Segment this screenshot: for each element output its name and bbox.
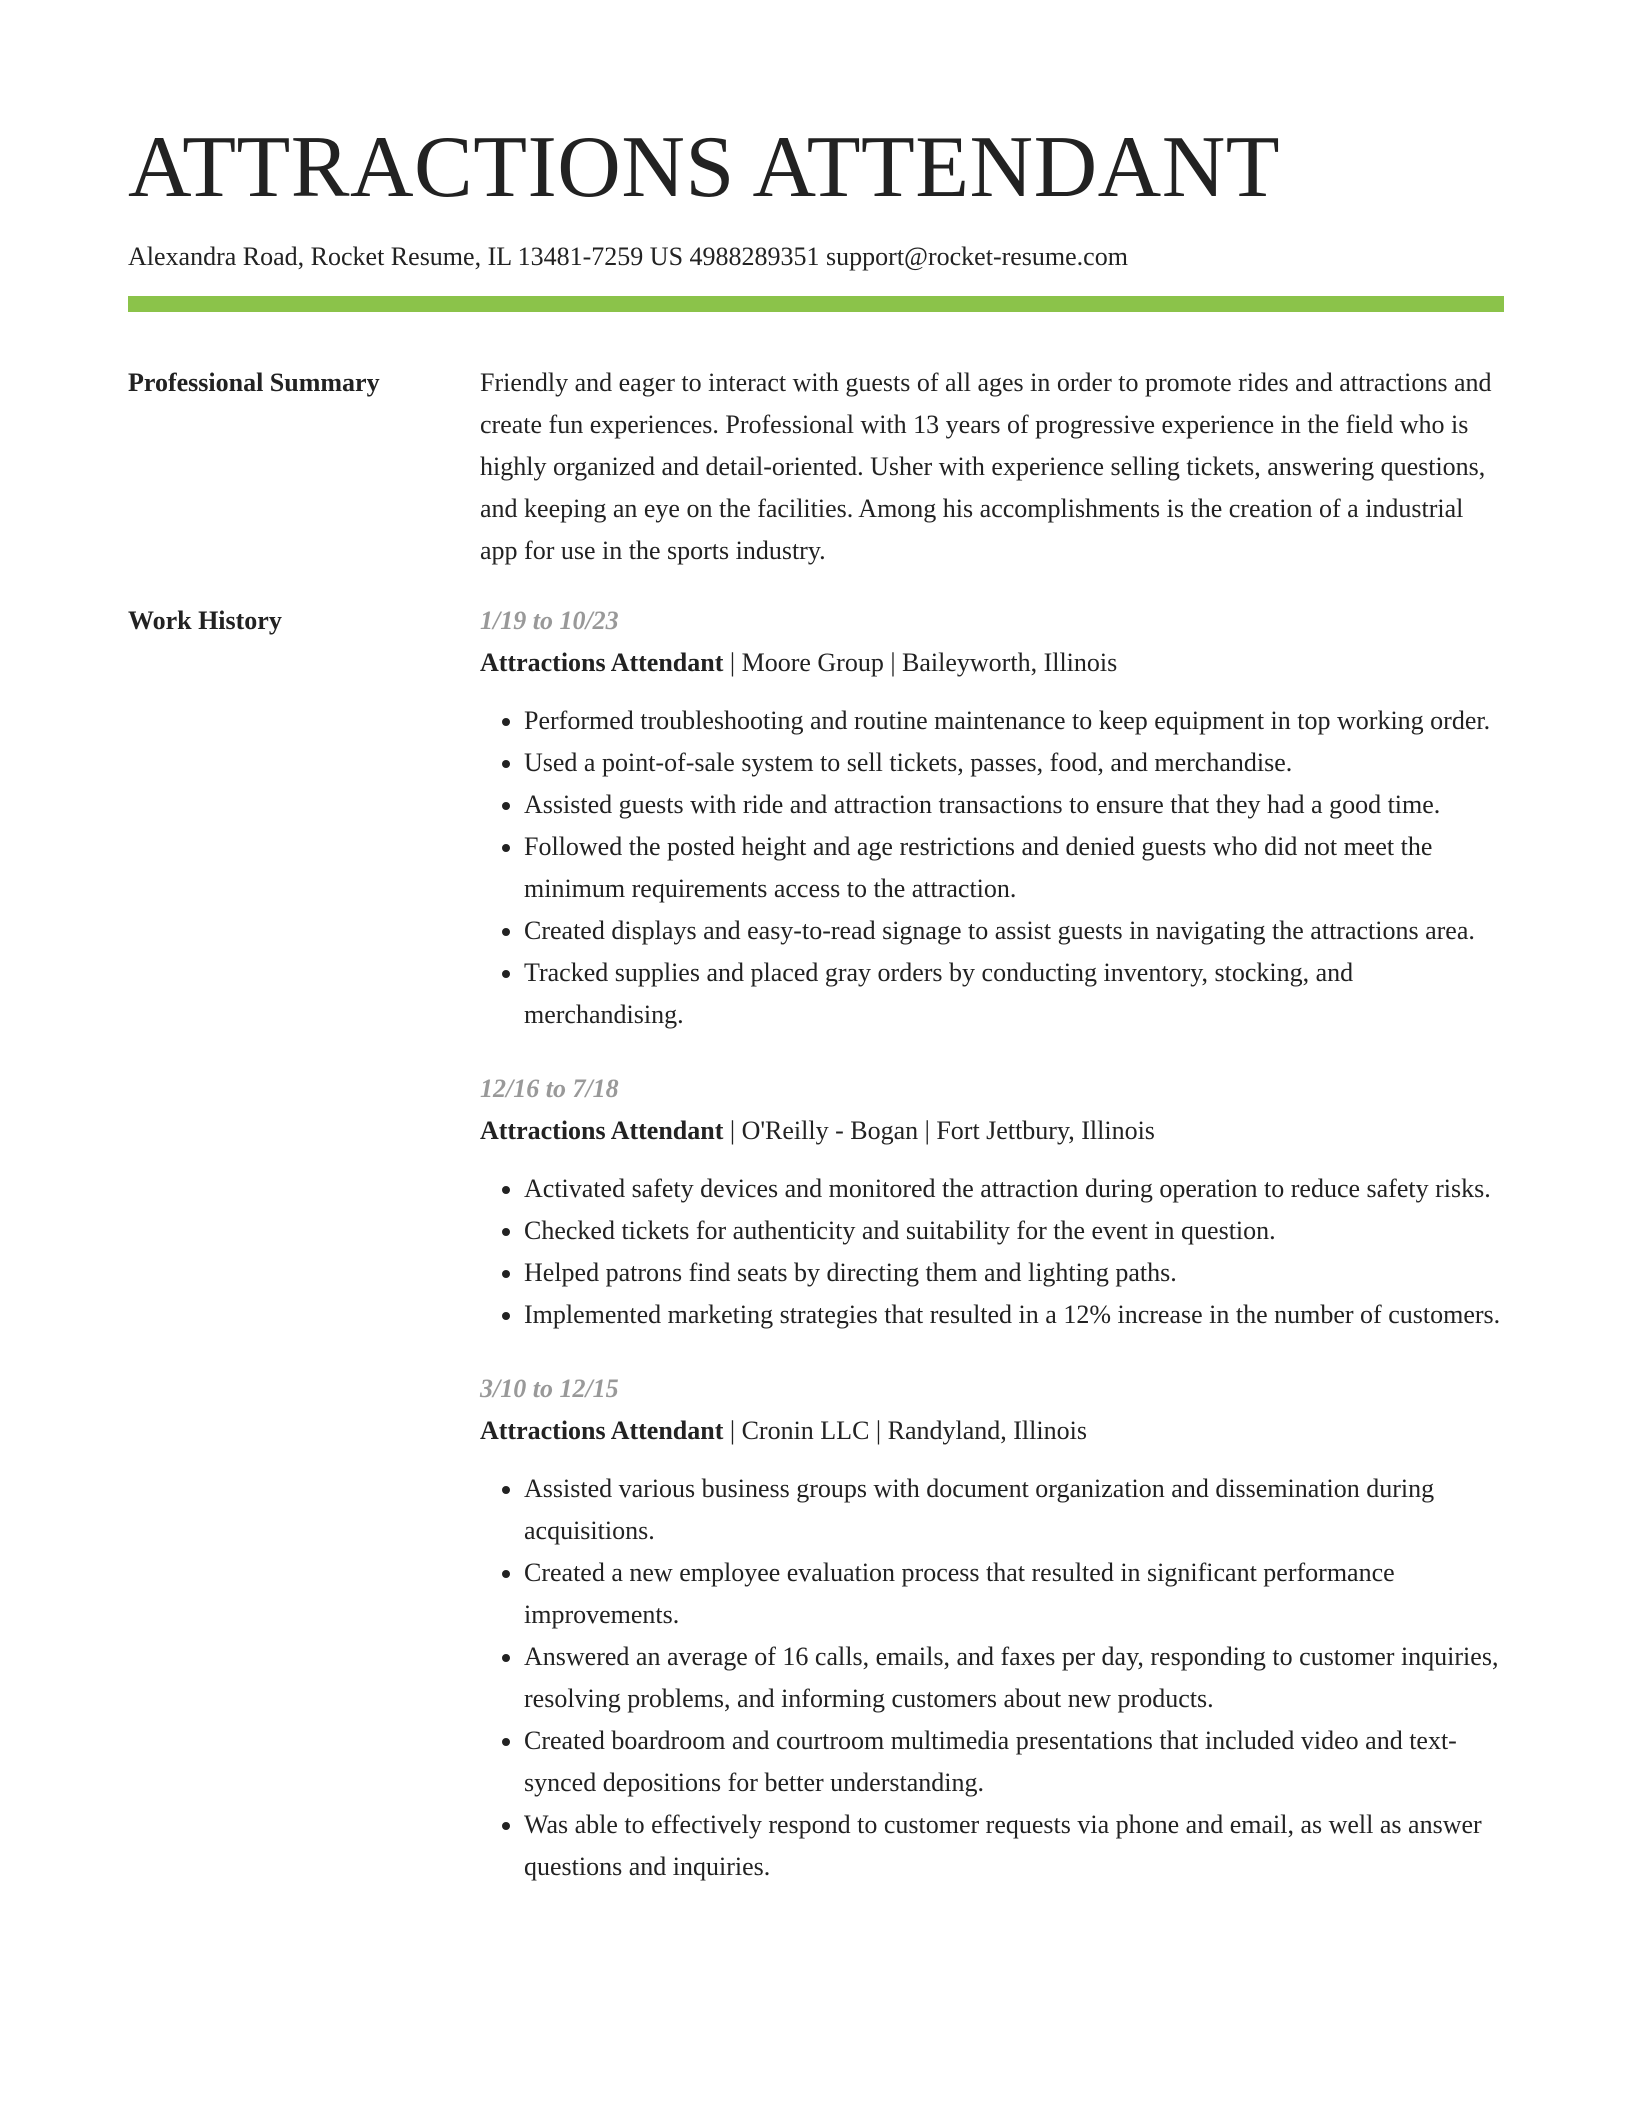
job-heading xyxy=(480,1110,1504,1152)
job-entry xyxy=(480,600,1504,1036)
job-bullet: • Performed troubleshooting and routine maintenance to keep equipment in top working order. xyxy=(524,700,1504,742)
job-employer-location: | O'Reilly - Bogan | Fort Jettbury, Illinois xyxy=(723,1116,1155,1145)
job-bullet: • Checked tickets for authenticity and suitability for the event in question. xyxy=(524,1210,1504,1252)
job-bullet-list xyxy=(480,1468,1504,1888)
job-employer-location: | Moore Group | Baileyworth, Illinois xyxy=(723,648,1118,677)
summary-text: Friendly and eager to interact with guests of all ages in order to promote rides and attractions and create fun experiences. Professional with 13 years of progressive experience in the field who is highly organized and detail-oriented. Usher with experience selling tickets, answering questions, and keeping an eye on the facilities. Among his accomplishments is the creation of a industrial app for use in the sports industry. xyxy=(480,368,1492,565)
job-title: Attractions Attendant xyxy=(480,648,724,677)
contact-line: Alexandra Road, Rocket Resume, IL 13481-7259 US 4988289351 support@rocket-resume.com xyxy=(128,242,1128,271)
summary-body xyxy=(480,362,1504,572)
work-history-body xyxy=(480,600,1504,1920)
job-heading xyxy=(480,642,1504,684)
job-bullet: • Followed the posted height and age restrictions and denied guests who did not meet the minimum requirements access to the attraction. xyxy=(524,826,1504,910)
job-bullet: • Helped patrons find seats by directing them and lighting paths. xyxy=(524,1252,1504,1294)
job-bullet: • Used a point-of-sale system to sell tickets, passes, food, and merchandise. xyxy=(524,742,1504,784)
job-entry xyxy=(480,1368,1504,1888)
professional-summary-section xyxy=(128,362,1504,572)
job-title: Attractions Attendant xyxy=(480,1116,724,1145)
job-bullet: • Assisted guests with ride and attraction transactions to ensure that they had a good time. xyxy=(524,784,1504,826)
resume-name-heading: ATTRACTIONS ATTENDANT xyxy=(128,119,1281,216)
job-bullet: • Created displays and easy-to-read signage to assist guests in navigating the attractions area. xyxy=(524,910,1504,952)
job-bullet: • Tracked supplies and placed gray orders by conducting inventory, stocking, and merchandising. xyxy=(524,952,1504,1036)
header-accent-rule xyxy=(128,296,1504,312)
job-bullet: • Implemented marketing strategies that resulted in a 12% increase in the number of customers. xyxy=(524,1294,1504,1336)
job-dates: 3/10 to 12/15 xyxy=(480,1374,619,1403)
job-bullet: • Created boardroom and courtroom multimedia presentations that included video and text-synced depositions for better understanding. xyxy=(524,1720,1504,1804)
job-bullet: • Answered an average of 16 calls, emails, and faxes per day, responding to customer inquiries, resolving problems, and informing customers about new products. xyxy=(524,1636,1504,1720)
job-employer-location: | Cronin LLC | Randyland, Illinois xyxy=(723,1416,1087,1445)
job-bullet-list xyxy=(480,700,1504,1036)
section-title-summary: Professional Summary xyxy=(128,368,380,397)
job-bullet: • Was able to effectively respond to customer requests via phone and email, as well as answer questions and inquiries. xyxy=(524,1804,1504,1888)
section-title-work-history: Work History xyxy=(128,606,282,635)
job-heading xyxy=(480,1410,1504,1452)
job-dates: 12/16 to 7/18 xyxy=(480,1074,619,1103)
job-bullet: • Created a new employee evaluation process that resulted in significant performance improvements. xyxy=(524,1552,1504,1636)
job-bullet: • Assisted various business groups with document organization and dissemination during acquisitions. xyxy=(524,1468,1504,1552)
job-dates: 1/19 to 10/23 xyxy=(480,606,619,635)
job-bullet: • Activated safety devices and monitored the attraction during operation to reduce safety risks. xyxy=(524,1168,1504,1210)
job-bullet-list xyxy=(480,1168,1504,1336)
resume-page xyxy=(128,0,1504,1920)
work-history-section xyxy=(128,600,1504,1920)
job-title: Attractions Attendant xyxy=(480,1416,724,1445)
job-entry xyxy=(480,1068,1504,1336)
